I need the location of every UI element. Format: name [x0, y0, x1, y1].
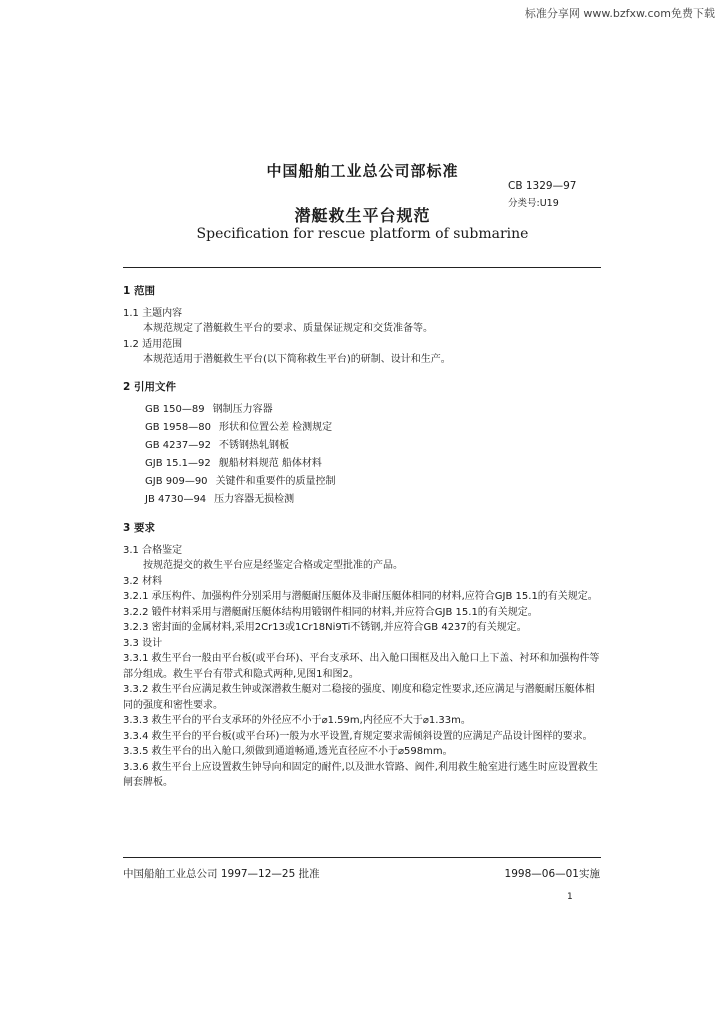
- standard-number: CB 1329—97: [508, 180, 577, 192]
- reference-item: [145, 437, 601, 455]
- reference-item: [145, 491, 601, 509]
- reference-code: GJB 15.1—92: [145, 458, 211, 469]
- section-3-heading: 3 要求: [123, 522, 155, 534]
- reference-item: [145, 419, 601, 437]
- clause-3-2-title: 3.2 材料: [123, 575, 163, 587]
- reference-code: GB 1958—80: [145, 422, 211, 433]
- reference-item: [145, 401, 601, 419]
- clause-3-2-2: 3.2.2 锻件材料采用与潜艇耐压艇体结构用锻钢件相同的材料,并应符合GJB 15.1的有关规定。: [123, 606, 538, 618]
- clause-1-2-body: 本规范适用于潜艇救生平台(以下简称救生平台)的研制、设计和生产。: [143, 354, 451, 365]
- clause-3-2-3: 3.2.3 密封面的金属材料,采用2Cr13或1Cr18Ni9Ti不锈钢,并应符合GB 4237的有关规定。: [123, 622, 527, 633]
- reference-name: 关键件和重要件的质量控制: [215, 476, 336, 487]
- approval-note: 中国船舶工业总公司 1997—12—25 批准: [123, 868, 320, 880]
- document-body: [123, 284, 601, 791]
- watermark-text: 标准分享网 www.bzfxw.com免费下载: [524, 7, 715, 20]
- reference-code: GJB 909—90: [145, 476, 208, 487]
- clause-3-3-5: 3.3.5 救生平台的出入舱口,须做到通道畅通,透光直径应不小于⌀598mm。: [123, 746, 453, 757]
- clause-3-3-3: 3.3.3 救生平台的平台支承环的外径应不小于⌀1.59m,内径应不大于⌀1.33m。: [123, 715, 471, 726]
- clause-3-3-title: 3.3 设计: [123, 637, 163, 649]
- org-title: 中国船舶工业总公司部标准: [266, 162, 459, 180]
- reference-code: GB 150—89: [145, 404, 205, 415]
- reference-name: 压力容器无损检测: [214, 494, 295, 505]
- clause-3-3-2: 3.3.2 救生平台应满足救生钟或深潜救生艇对二稳接的强度、刚度和稳定性要求,还应满足与潜艇耐压艇体相同的强度和密性要求。: [123, 684, 595, 711]
- clause-3-2-1: 3.2.1 承压构件、加强构件分别采用与潜艇耐压艇体及非耐压艇体相同的材料,应符合GJB 15.1的有关规定。: [123, 591, 598, 602]
- reference-item: [145, 455, 601, 473]
- footer-divider: [123, 857, 601, 858]
- clause-3-1-body: 按规范提交的救生平台应是经鉴定合格或定型批准的产品。: [143, 560, 403, 571]
- document-title-english: Specification for rescue platform of submarine: [196, 226, 529, 242]
- header-divider: [123, 267, 601, 268]
- reference-name: 钢制压力容器: [212, 404, 273, 415]
- reference-name: 形状和位置公差 检测规定: [218, 422, 333, 433]
- reference-code: JB 4730—94: [145, 494, 207, 505]
- clause-1-1-body: 本规范规定了潜艇救生平台的要求、质量保证规定和交货准备等。: [143, 323, 433, 334]
- clause-3-3-1: 3.3.1 救生平台一般由平台板(或平台环)、平台支承环、出入舱口围框及出入舱口上下盖、衬环和加强构件等部分组成。救生平台有带式和隐式两种,见图1和图2。: [123, 653, 600, 680]
- reference-list: [145, 401, 601, 509]
- reference-name: 舰船材料规范 船体材料: [218, 458, 322, 469]
- effective-date: 1998—06—01实施: [504, 868, 600, 880]
- reference-name: 不锈钢热轧钢板: [218, 440, 289, 451]
- clause-1-1-title: 1.1 主题内容: [123, 307, 183, 319]
- document-title: 潜艇救生平台规范: [294, 206, 431, 225]
- clause-3-1-title: 3.1 合格鉴定: [123, 544, 183, 556]
- clause-1-2-title: 1.2 适用范围: [123, 338, 183, 350]
- clause-3-3-6: 3.3.6 救生平台上应设置救生钟导向和固定的耐件,以及泄水管路、阀件,利用救生舱室进行逃生时应设置救生闸套牌板。: [123, 761, 598, 788]
- reference-code: GB 4237—92: [145, 440, 211, 451]
- clause-3-3-4: 3.3.4 救生平台的平台板(或平台环)一般为水平设置,育规定要求需倾斜设置的应满足产品设计图样的要求。: [123, 730, 593, 742]
- reference-item: [145, 473, 601, 491]
- section-2-heading: 2 引用文件: [123, 380, 176, 393]
- page-number: 1: [567, 892, 573, 902]
- classification-number: 分类号:U19: [508, 198, 559, 209]
- section-1-heading: 1 范围: [123, 285, 155, 297]
